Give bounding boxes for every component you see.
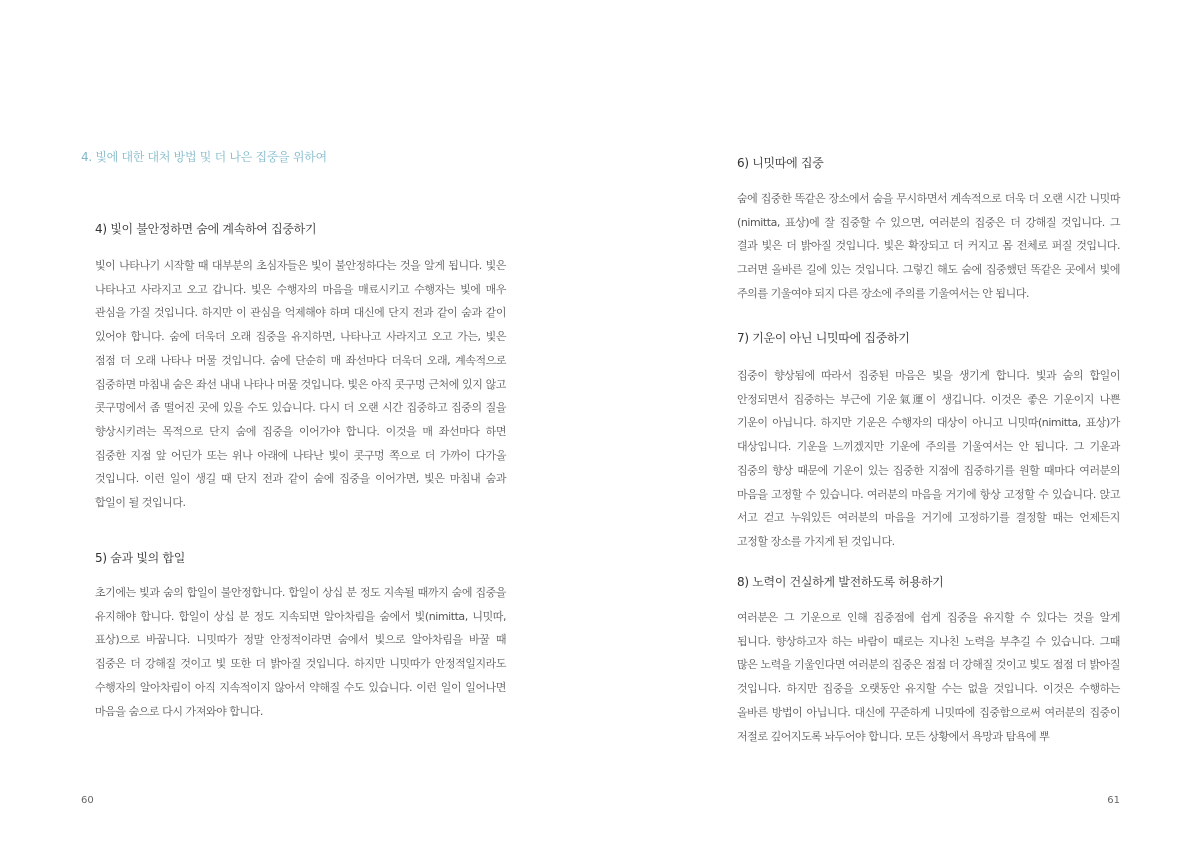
section-8-heading: 8) 노력이 건실하게 발전하도록 허용하기 xyxy=(737,575,944,589)
page-number-right: 61 xyxy=(1107,795,1120,806)
right-page xyxy=(600,0,1200,853)
section-4-body: 빛이 나타나기 시작할 때 대부분의 초심자들은 빛이 불안정하다는 것을 알게 됩니다. 빛은 나타나고 사라지고 오고 갑니다. 빛은 수행자의 마음을 매료시키고 수행자는 빛에 매우 관심을 가질 것입니다. 하지만 이 관심을 억제해야 하며 대신에 단지 전과 같이 숨과 같이 있어야 합니다. 숨에 더욱더 오래 집중을 유지하면, 나타나고 사라지고 오고 가는, 빛은 점점 더 오래 나타나 머물 것입니다. 숨에 단순히 매 좌선마다 더욱더 오래, 계속적으로 집중하면 마침내 숨은 좌선 내내 나타나 머물 것입니다. 빛은 아직 콧구멍 근처에 있지 않고 콧구멍에서 좀 떨어진 곳에 있을 수도 있습니다. 다시 더 오랜 시간 집중하고 집중의 질을 향상시키려는 목적으로 단지 숨에 집중을 이어가야 합니다. 이것을 매 좌선마다 하면 집중한 지점 앞 어딘가 또는 위나 아래에 나타난 빛이 콧구멍 쪽으로 더 가까이 다가올 것입니다. 이런 일이 생길 때 단지 전과 같이 숨에 집중을 이어가면, 빛은 마침내 숨과 합일이 될 것입니다. xyxy=(95,259,506,510)
section-7-body: 집중이 향상됨에 따라서 집중된 마음은 빛을 생기게 합니다. 빛과 숨의 합일이 안정되면서 집중하는 부근에 기운氣運이 생깁니다. 이것은 좋은 기운이지 나쁜 기운이 아닙니다. 하지만 기운은 수행자의 대상이 아니고 니밋따(nimitta, 표상)가 대상입니다. 기운을 느끼겠지만 기운에 주의를 기울여서는 안 됩니다. 그 기운과 집중의 향상 때문에 기운이 있는 집중한 지점에 집중하기를 원할 때마다 여러분의 마음을 고정할 수 있습니다. 여러분의 마음을 거기에 항상 고정할 수 있습니다. 앉고 서고 걷고 누워있든 여러분의 마음을 거기에 고정하기를 결정할 때는 언제든지 고정할 장소를 가지게 된 것입니다. xyxy=(737,369,1120,548)
section-5-body: 초기에는 빛과 숨의 합일이 불안정합니다. 합일이 상십 분 정도 지속될 때까지 숨에 집중을 유지해야 합니다. 합일이 상십 분 정도 지속되면 알아차림을 숨에서 빛(nimitta, 니밋따, 표상)으로 바꿉니다. 니밋따가 정말 안정적이라면 숨에서 빛으로 알아차림을 바꿀 때 집중은 더 강해질 것이고 빛 또한 더 밝아질 것입니다. 하지만 니밋따가 안정적일지라도 수행자의 알아차림이 아직 지속적이지 않아서 약해질 수도 있습니다. 이런 일이 일어나면 마음을 숨으로 다시 가져와야 합니다. xyxy=(95,586,506,718)
chapter-title: 4. 빛에 대한 대처 방법 및 더 나은 집중을 위하여 xyxy=(81,150,327,164)
section-6-heading: 6) 니밋따에 집중 xyxy=(737,156,824,170)
section-7-heading: 7) 기운이 아닌 니밋따에 집중하기 xyxy=(737,331,910,345)
section-8-body: 여러분은 그 기운으로 인해 집중점에 쉽게 집중을 유지할 수 있다는 것을 알게 됩니다. 향상하고자 하는 바람이 때로는 지나친 노력을 부추길 수 있습니다. 그때 많은 노력을 기울인다면 여러분의 집중은 점점 더 강해질 것이고 빛도 점점 더 밝아질 것입니다. 하지만 집중을 오랫동안 유지할 수는 없을 것입니다. 이것은 수행하는 올바른 방법이 아닙니다. 대신에 꾸준하게 니밋따에 집중함으로써 여러분의 집중이 저절로 깊어지도록 놔두어야 합니다. 모든 상황에서 욕망과 탐욕에 뿌 xyxy=(737,611,1120,743)
page-number-left: 60 xyxy=(81,795,94,806)
section-6-body: 숨에 집중한 똑같은 장소에서 숨을 무시하면서 계속적으로 더욱 더 오랜 시간 니밋따(nimitta, 표상)에 잘 집중할 수 있으면, 여러분의 집중은 더 강해질 것입니다. 그 결과 빛은 더 밝아질 것입니다. 빛은 확장되고 더 커지고 몸 전체로 퍼질 것입니다. 그러면 올바른 길에 있는 것입니다. 그렇긴 해도 숨에 집중했던 똑같은 곳에서 빛에 주의를 기울여야 되지 다른 장소에 주의를 기울여서는 안 됩니다. xyxy=(737,192,1120,300)
section-5-heading: 5) 숨과 빛의 합일 xyxy=(95,551,186,565)
section-4-heading: 4) 빛이 불안정하면 숨에 계속하여 집중하기 xyxy=(95,222,317,236)
